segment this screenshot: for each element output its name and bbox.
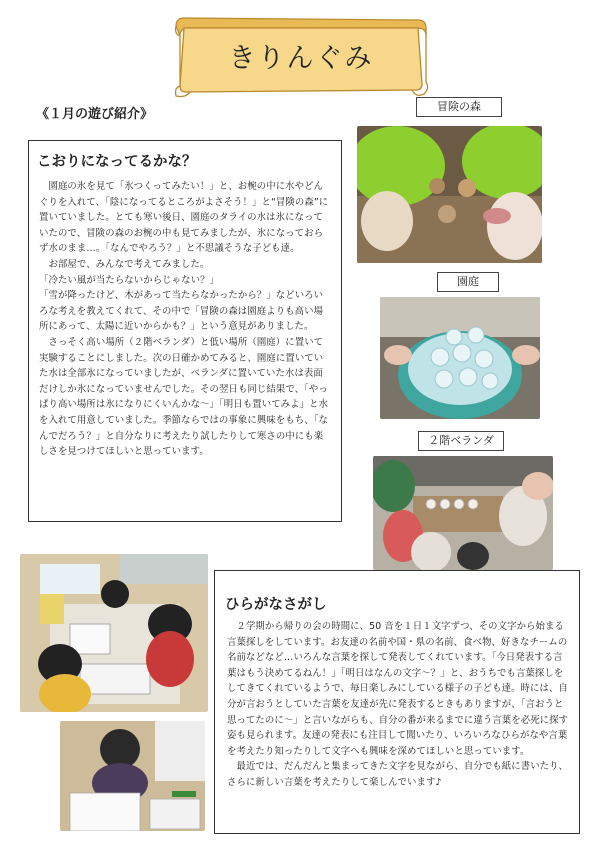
- photo-label-yard: 園庭: [437, 272, 499, 292]
- section-title-ice: こおりになってるかな？: [37, 154, 197, 170]
- title-banner: [172, 14, 430, 98]
- paragraph: お部屋で、みんなで考えてみました。: [39, 258, 210, 270]
- photo-yard: [380, 297, 540, 419]
- photo-label-veranda: ２階ベランダ: [418, 431, 504, 451]
- photo-classroom: [20, 554, 208, 712]
- paragraph: ２学期から帰りの会の時間に、50 音を１日１文字ずつ、その文字から始まる言葉探しをしています。お友達の名前や国・県の名前、食べ物、好きなチームの名前などなど…いろんな言葉を探して発表してくれています。「今日発表する言葉はもう決めてるねん！」「明日はなんの文字～？」と、おうちでも言葉探しをしてきてくれているようで、毎日楽しみにしている様子の子ども達。時には、自分が言おうとしていた言葉を友達が先に発表するときもありますが、「言おうと思ってたのに～」と言いながらも、自分の番が来るまでに違う言葉を必死に探す姿も見られます。友達の発表にも注目して聞いたり、いろいろなひらがなや言葉を考えたり知ったりして文字へも興味を深めてほしいと思っています。: [227, 621, 569, 757]
- photo-label-forest: 冒険の森: [416, 97, 502, 117]
- paragraph: 最近では、だんだんと集まってきた文字を見ながら、自分でも紙に書いたり、さらに新しい言葉を考えたりして楽しんでいます♪: [227, 761, 569, 788]
- section-body-ice: [39, 179, 331, 460]
- page-title: きりんぐみ: [228, 43, 374, 74]
- photo-forest: [357, 126, 542, 263]
- paragraph: 「冷たい風が当たらないからじゃない？」: [39, 274, 220, 286]
- section-body-hiragana: [227, 619, 571, 791]
- photo-veranda: [373, 456, 553, 570]
- paragraph: 「雪が降ったけど、木があって当たらなかったから？」などいろいろな考えを教えてくれて、その中で「冒険の森は園庭よりも高い場所にあって、太陽に近いからかも？」という意見がありました。: [39, 290, 324, 333]
- paragraph: さっそく高い場所（２階ベランダ）と低い場所（園庭）に置いて実験することにしました。次の日確かめてみると、園庭に置いていた水は全部氷になっていましたが、ベランダに置いていた水は表面だけしか氷になっていませんでした。その翌日も同じ結果で、「やっぱり高い場所は氷になりにくいんかな～」「明日も置いてみよ」と水を入れて用意していました。季節ならではの事象に興味をもち、「なんでだろう？」と自分なりに考えたり試したりして寒さの中にも楽しさを見つけてほしいと思っています。: [39, 336, 329, 458]
- section-box-ice: [28, 140, 342, 522]
- photo-writing: [60, 721, 205, 831]
- section-box-hiragana: [214, 570, 580, 834]
- intro-heading: 《１月の遊び紹介》: [36, 107, 154, 122]
- paragraph: 園庭の氷を見て「氷つくってみたい！」と、お椀の中に水やどんぐりを入れて、「陰になってるところがよさそう！」と“冒険の森”に置いていました。とても寒い後日、園庭のタライの水は氷になっていたので、冒険の森のお椀の中も見てみましたが、氷になっておらず水のまま…。「なんでやろう？」と不思議そうな子ども達。: [39, 181, 329, 255]
- section-title-hiragana: ひらがなさがし: [225, 597, 327, 613]
